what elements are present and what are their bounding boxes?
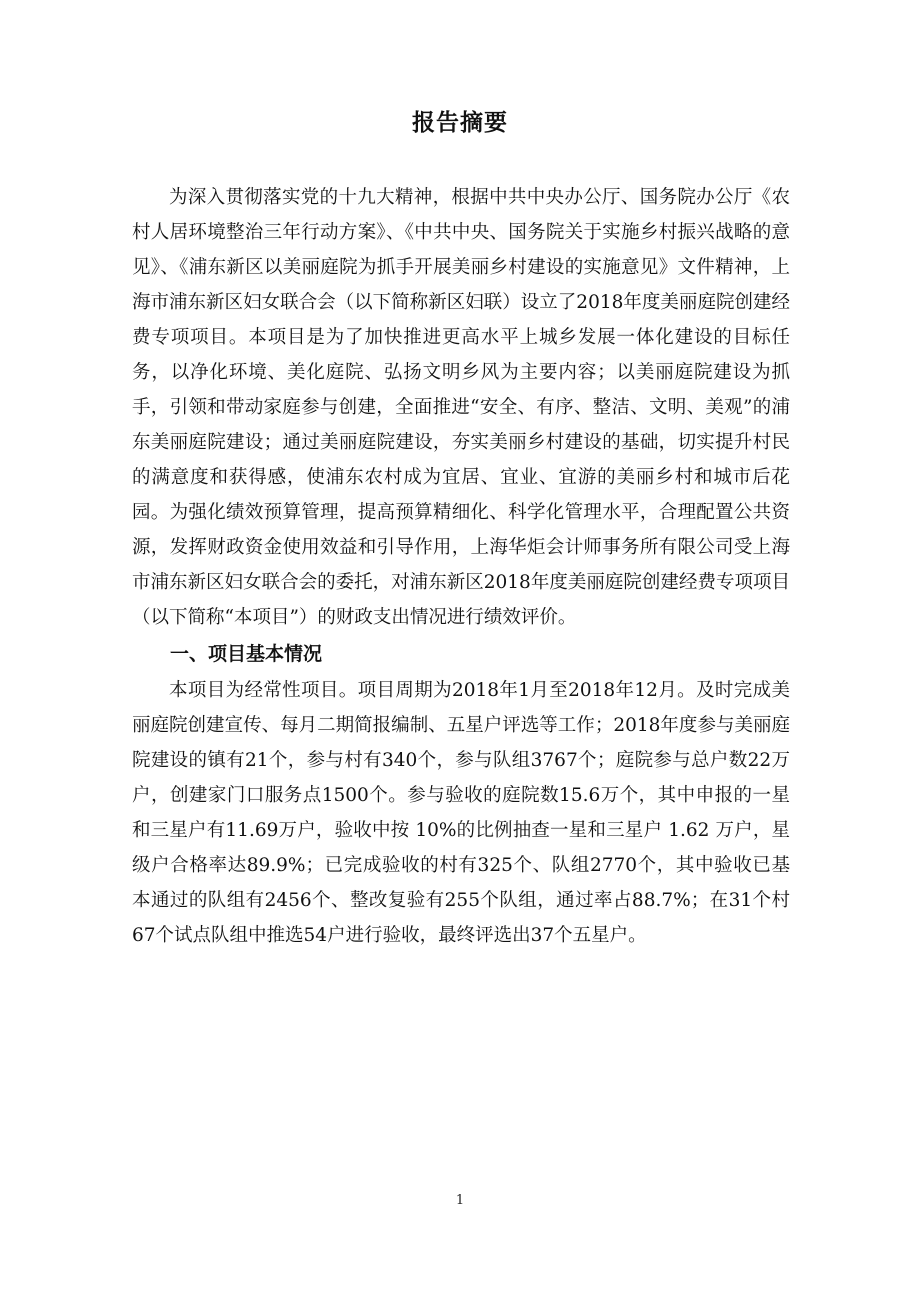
page-title: 报告摘要 xyxy=(412,110,508,136)
basic-info-paragraph: 本项目为经常性项目。项目周期为2018年1月至2018年12月。及时完成美丽庭院创建宣传、每月二期简报编制、五星户评选等工作；2018年度参与美丽庭院建设的镇有21个，参与村有340个，参与队组3767个；庭院参与总户数22万户，创建家门口服务点1500个。参与验收的庭院数15.6万个，其中申报的一星和三星户有11.69万户，验收中按 10%的比例抽查一星和三星户 1.62 万户，星级户合格率达89.9%；已完成验收的村有325个、队组2770个，其中验收已基本通过的队组有2456个、整改复验有255个队组，通过率占88.7%；在31个村67个试点队组中推选54户进行验收，最终评选出37个五星户。 xyxy=(132,680,790,946)
document-body xyxy=(132,180,790,953)
section-heading: 一、项目基本情况 xyxy=(170,643,323,665)
intro-paragraph: 为深入贯彻落实党的十九大精神，根据中共中央办公厅、国务院办公厅《农村人居环境整治三年行动方案》、《中共中央、国务院关于实施乡村振兴战略的意见》、《浦东新区以美丽庭院为抓手开展美丽乡村建设的实施意见》文件精神，上海市浦东新区妇女联合会（以下简称新区妇联）设立了2018年度美丽庭院创建经费专项项目。本项目是为了加快推进更高水平上城乡发展一体化建设的目标任务，以净化环境、美化庭院、弘扬文明乡风为主要内容；以美丽庭院建设为抓手，引领和带动家庭参与创建，全面推进“安全、有序、整洁、文明、美观”的浦东美丽庭院建设；通过美丽庭院建设，夯实美丽乡村建设的基础，切实提升村民的满意度和获得感，使浦东农村成为宜居、宜业、宜游的美丽乡村和城市后花园。为强化绩效预算管理，提高预算精细化、科学化管理水平，合理配置公共资源，发挥财政资金使用效益和引导作用，上海华炬会计师事务所有限公司受上海市浦东新区妇女联合会的委托，对浦东新区2018年度美丽庭院创建经费专项项目（以下简称“本项目”）的财政支出情况进行绩效评价。 xyxy=(132,187,790,628)
page-number: 1 xyxy=(455,1193,465,1208)
